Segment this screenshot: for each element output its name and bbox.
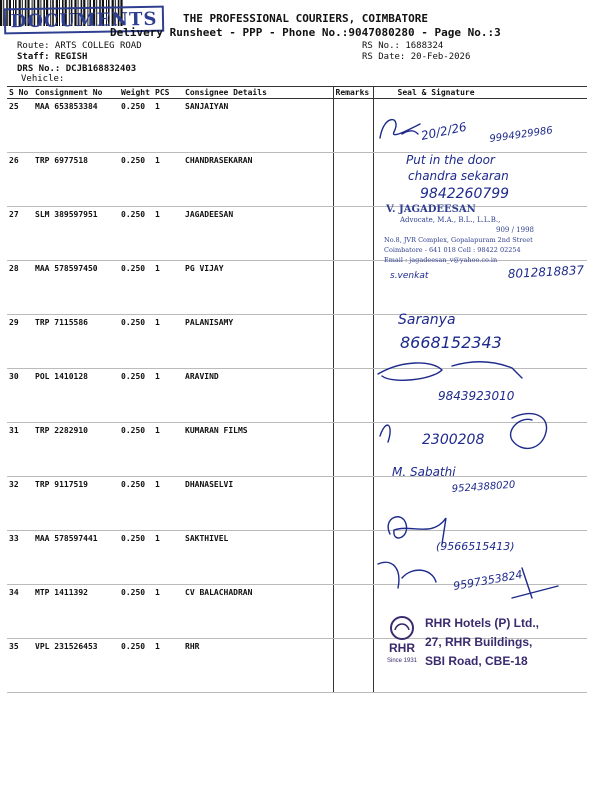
cell-weight: 0.250 [119, 531, 153, 585]
rs-number: RS No.: 1688324 [362, 41, 444, 51]
cell-consignee: RHR [183, 639, 333, 693]
cell-consignment: SLM 389597951 [33, 207, 119, 261]
stamp-line5: Email : jagadeesan_v@yahoo.co.in [384, 256, 498, 264]
cell-pcs: 1 [153, 477, 183, 531]
cell-consignee: PG VIJAY [183, 261, 333, 315]
cell-remarks [333, 585, 373, 639]
rhr-logo-text: RHR [389, 641, 415, 655]
cell-consignment: TRP 9117519 [33, 477, 119, 531]
cell-consignee: CHANDRASEKARAN [183, 153, 333, 207]
cell-weight: 0.250 [119, 477, 153, 531]
cell-weight: 0.250 [119, 423, 153, 477]
hotel-stamp [385, 614, 595, 674]
cell-sno: 33 [7, 531, 33, 585]
cell-sno: 32 [7, 477, 33, 531]
rhr-since: Since 1931 [386, 658, 418, 664]
cell-weight: 0.250 [119, 639, 153, 693]
cell-pcs: 1 [153, 639, 183, 693]
advocate-stamp [384, 204, 534, 264]
cell-remarks [333, 531, 373, 585]
sig-26-name: chandra sekaran [408, 169, 509, 183]
cell-pcs: 1 [153, 423, 183, 477]
cell-remarks [333, 99, 373, 153]
cell-pcs: 1 [153, 585, 183, 639]
hotel-line2: 27, RHR Buildings, [425, 635, 533, 649]
cell-consignee: SANJAIYAN [183, 99, 333, 153]
cell-remarks [333, 639, 373, 693]
cell-pcs: 1 [153, 261, 183, 315]
cell-consignment: POL 1410128 [33, 369, 119, 423]
sig-32-phone: 9524388020 [451, 479, 516, 495]
cell-consignee: JAGADEESAN [183, 207, 333, 261]
col-pcs: PCS [153, 87, 183, 99]
cell-sno: 30 [7, 369, 33, 423]
sig-29-name: Saranya [398, 312, 456, 328]
cell-consignment: MTP 1411392 [33, 585, 119, 639]
cell-consignee: PALANISAMY [183, 315, 333, 369]
route-label: Route: ARTS COLLEG ROAD [17, 41, 142, 51]
signature-25 [380, 120, 420, 138]
col-consignment: Consignment No [33, 87, 119, 99]
cell-consignee: DHANASELVI [183, 477, 333, 531]
cell-consignee: ARAVIND [183, 369, 333, 423]
documents-stamp: DOCUMENTS [4, 6, 164, 35]
cell-consignment: TRP 7115586 [33, 315, 119, 369]
cell-remarks [333, 153, 373, 207]
cell-weight: 0.250 [119, 585, 153, 639]
stamp-name: V. JAGADEESAN [386, 204, 476, 215]
runsheet-subtitle: Delivery Runsheet - PPP - Phone No.:9047080280 - Page No.:3 [110, 26, 501, 39]
barcode-bar [0, 0, 2, 26]
cell-consignment: TRP 6977518 [33, 153, 119, 207]
signature-30 [378, 362, 522, 381]
cell-consignment: MAA 578597450 [33, 261, 119, 315]
sig-29-phone: 8668152343 [400, 333, 502, 352]
sig-25-phone: 9994929986 [488, 125, 554, 145]
drs-number: DRS No.: DCJB168832403 [17, 64, 137, 74]
stamp-line4: Coimbatore - 641 018 Cell : 98422 02254 [384, 246, 521, 254]
cell-consignment: TRP 2282910 [33, 423, 119, 477]
cell-remarks [333, 477, 373, 531]
table-header-row [7, 87, 587, 99]
cell-pcs: 1 [153, 207, 183, 261]
cell-sno: 28 [7, 261, 33, 315]
sig-26-phone: 9842260799 [420, 186, 510, 202]
cell-weight: 0.250 [119, 99, 153, 153]
cell-consignee: SAKTHIVEL [183, 531, 333, 585]
sig-26-note: Put in the door [406, 153, 495, 167]
sig-28-phone: 8012818837 [507, 263, 585, 281]
cell-consignment: VPL 231526453 [33, 639, 119, 693]
vehicle-label: Vehicle: [21, 74, 65, 84]
cell-sno: 25 [7, 99, 33, 153]
cell-weight: 0.250 [119, 315, 153, 369]
sig-32-name: M. Sabathi [392, 465, 456, 479]
sig-25-date: 20/2/26 [419, 119, 468, 143]
cell-sno: 31 [7, 423, 33, 477]
cell-remarks [333, 369, 373, 423]
company-title: THE PROFESSIONAL COURIERS, COIMBATORE [183, 12, 429, 25]
cell-consignee: CV BALACHADRAN [183, 585, 333, 639]
cell-sno: 26 [7, 153, 33, 207]
cell-sno: 27 [7, 207, 33, 261]
cell-weight: 0.250 [119, 261, 153, 315]
stamp-reg: 909 / 1998 [496, 226, 534, 234]
col-consignee: Consignee Details [183, 87, 333, 99]
col-weight: Weight [119, 87, 153, 99]
cell-sno: 35 [7, 639, 33, 693]
sig-33-phone: (9566515413) [436, 540, 515, 553]
cell-remarks [333, 315, 373, 369]
cell-pcs: 1 [153, 369, 183, 423]
cell-consignment: MAA 578597441 [33, 531, 119, 585]
col-sno: S No [7, 87, 33, 99]
stamp-line2: Advocate, M.A., B.L., L.L.B., [400, 216, 501, 224]
cell-weight: 0.250 [119, 369, 153, 423]
col-seal-signature: Seal & Signature [373, 87, 587, 99]
cell-pcs: 1 [153, 315, 183, 369]
col-remarks: Remarks [333, 87, 373, 99]
cell-remarks [333, 423, 373, 477]
rhr-logo [385, 614, 419, 672]
staff-label: Staff: REGISH [17, 52, 88, 62]
sig-28-name: s.venkat [390, 271, 429, 281]
sig-31-number: 2300208 [422, 432, 485, 448]
rs-date: RS Date: 20-Feb-2026 [362, 52, 471, 62]
cell-weight: 0.250 [119, 153, 153, 207]
hotel-line1: RHR Hotels (P) Ltd., [425, 616, 539, 630]
sig-34-phone: 9597353824 [452, 567, 524, 593]
cell-remarks [333, 261, 373, 315]
cell-sno: 29 [7, 315, 33, 369]
sig-30-phone: 9843923010 [438, 389, 515, 403]
cell-pcs: 1 [153, 531, 183, 585]
cell-consignment: MAA 653853384 [33, 99, 119, 153]
stamp-line3: No.8, JVR Complex, Gopalapuram 2nd Street [384, 236, 533, 244]
cell-weight: 0.250 [119, 207, 153, 261]
cell-remarks [333, 207, 373, 261]
signatures-overlay [372, 98, 600, 658]
cell-pcs: 1 [153, 153, 183, 207]
hotel-line3: SBI Road, CBE-18 [425, 654, 528, 668]
cell-consignee: KUMARAN FILMS [183, 423, 333, 477]
cell-sno: 34 [7, 585, 33, 639]
cell-pcs: 1 [153, 99, 183, 153]
